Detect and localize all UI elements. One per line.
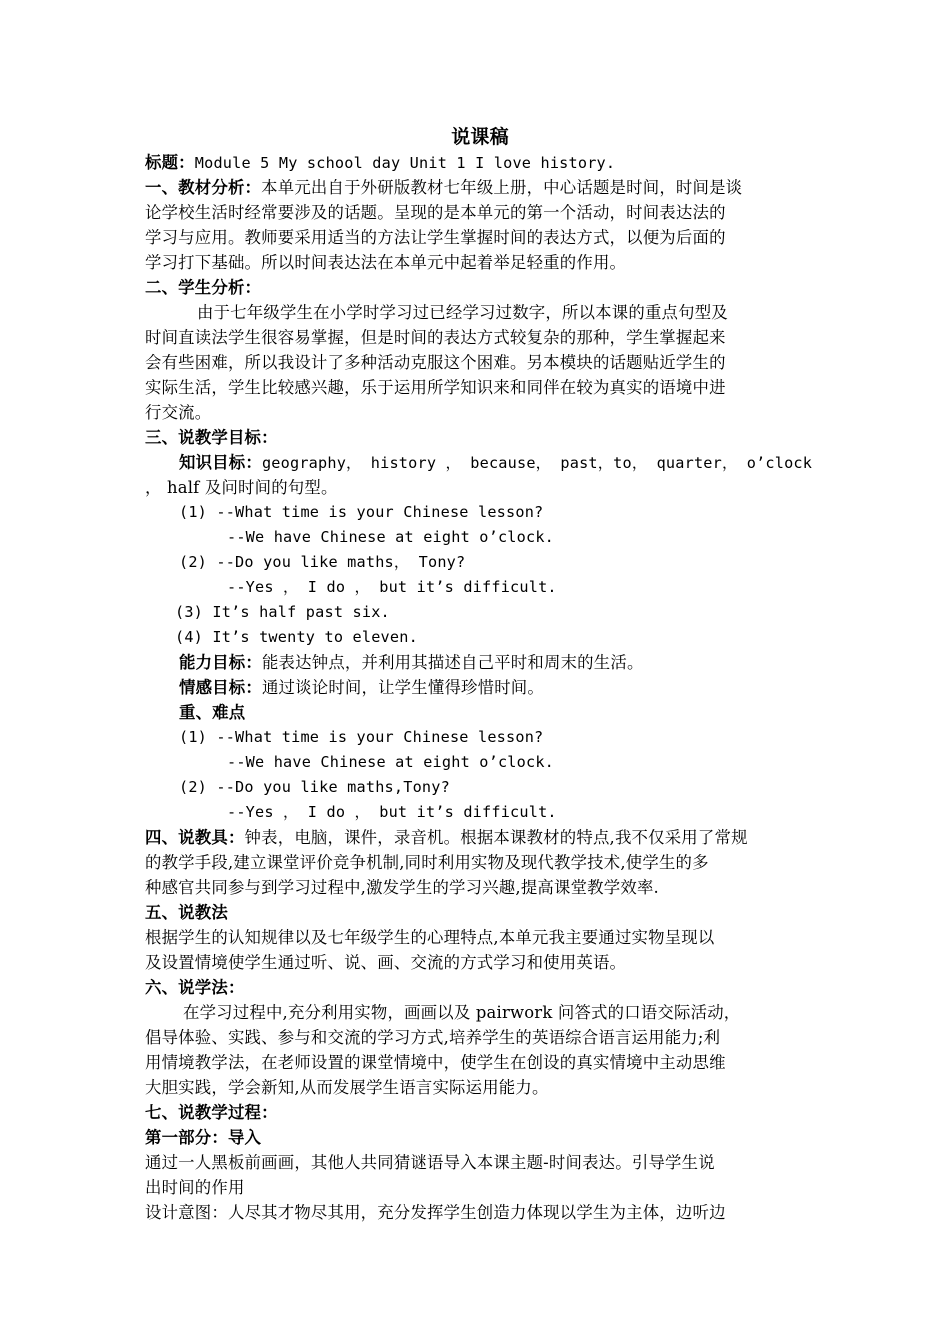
ability-goal-line	[145, 650, 815, 675]
section-2-line-3: 会有些困难，所以我设计了多种活动克服这个困难。另本模块的话题贴近学生的	[145, 353, 726, 372]
section-6-line-3: 用情境教学法，在老师设置的课堂情境中，使学生在创设的真实情境中主动思维	[145, 1053, 726, 1072]
example-1-question: (1) --What time is your Chinese lesson?	[179, 503, 544, 521]
section-2-line-5: 行交流。	[145, 403, 212, 422]
section-1-line-3: 学习与应用。教师要采用适当的方法让学生掌握时间的表达方式，以便为后面的	[145, 228, 726, 247]
section-6-line-4: 大胆实践，学会新知,从而发展学生语言实际运用能力。	[145, 1078, 549, 1097]
section-6-line-1: 在学习过程中,充分利用实物，画画以及 pairwork 问答式的口语交际活动，	[183, 1003, 741, 1022]
section-6-heading: 六、说学法：	[145, 978, 245, 997]
subject-label: 标题：	[145, 153, 195, 172]
subject-line	[145, 150, 815, 175]
emotion-goal-text: 通过谈论时间，让学生懂得珍惜时间。	[261, 678, 544, 697]
section-4-line-1	[145, 825, 815, 850]
subject-text: Module 5 My school day Unit 1 I love history.	[194, 154, 616, 172]
part-1-line-1: 通过一人黑板前画画，其他人共同猜谜语导入本课主题-时间表达。引导学生说	[145, 1153, 715, 1172]
knowledge-goal-label: 知识目标：	[179, 453, 262, 472]
section-6-line-2: 倡导体验、实践、参与和交流的学习方式,培养学生的英语综合语言运用能力;利	[145, 1028, 721, 1047]
ability-goal-text: 能表达钟点，并利用其描述自己平时和周末的生活。	[261, 653, 644, 672]
example-1-answer: --We have Chinese at eight o’clock.	[227, 528, 555, 546]
key-points-heading: 重、难点	[179, 703, 246, 722]
key-point-2-question: (2) --Do you like maths,Tony?	[179, 778, 450, 796]
key-point-2-answer: --Yes ， I do ， but it’s difficult.	[227, 803, 557, 821]
section-4-text: 钟表，电脑，课件，录音机。根据本课教材的特点,我不仅采用了常规	[244, 828, 748, 847]
knowledge-goal-line-2: ， half 及问时间的句型。	[145, 478, 338, 497]
part-1-heading: 第一部分：导入	[145, 1128, 262, 1147]
section-1-heading: 一、教材分析：	[145, 178, 262, 197]
part-1-line-3: 设计意图：人尽其才物尽其用，充分发挥学生创造力体现以学生为主体，边听边	[145, 1203, 726, 1222]
section-1-line-2: 论学校生活时经常要涉及的话题。呈现的是本单元的第一个活动，时间表达法的	[145, 203, 726, 222]
section-4-line-2: 的教学手段,建立课堂评价竞争机制,同时利用实物及现代教学技术,使学生的多	[145, 853, 709, 872]
example-3: (3) It’s half past six.	[175, 603, 390, 621]
example-4: (4) It’s twenty to eleven.	[175, 628, 418, 646]
section-1-line-4: 学习打下基础。所以时间表达法在本单元中起着举足轻重的作用。	[145, 253, 627, 272]
section-7-heading: 七、说教学过程：	[145, 1103, 278, 1122]
emotion-goal-line	[145, 675, 815, 700]
key-point-1-answer: --We have Chinese at eight o’clock.	[227, 753, 555, 771]
key-point-1-question: (1) --What time is your Chinese lesson?	[179, 728, 544, 746]
document-page	[145, 120, 815, 1225]
section-5-line-1: 根据学生的认知规律以及七年级学生的心理特点,本单元我主要通过实物呈现以	[145, 928, 715, 947]
section-4-line-3: 种感官共同参与到学习过程中,激发学生的学习兴趣,提高课堂教学效率.	[145, 878, 659, 897]
section-5-line-2: 及设置情境使学生通过听、说、画、交流的方式学习和使用英语。	[145, 953, 627, 972]
part-1-line-2: 出时间的作用	[145, 1178, 245, 1197]
section-1-text: 本单元出自于外研版教材七年级上册，中心话题是时间，时间是谈	[261, 178, 743, 197]
knowledge-goal-text: geography， history ， because， past，to， quarter， o’clock	[261, 454, 813, 472]
section-1-line-1	[145, 175, 815, 200]
section-5-heading: 五、说教法	[145, 903, 228, 922]
document-title: 说课稿	[451, 126, 509, 148]
knowledge-goal-line	[145, 450, 815, 475]
section-2-line-1: 由于七年级学生在小学时学习过已经学习过数字，所以本课的重点句型及	[197, 303, 728, 322]
section-4-heading: 四、说教具：	[145, 828, 245, 847]
section-2-line-2: 时间直读法学生很容易掌握，但是时间的表达方式较复杂的那种，学生掌握起来	[145, 328, 726, 347]
example-2-question: (2) --Do you like maths， Tony?	[179, 553, 466, 571]
ability-goal-label: 能力目标：	[179, 653, 262, 672]
section-2-heading: 二、学生分析：	[145, 278, 262, 297]
example-2-answer: --Yes ， I do ， but it’s difficult.	[227, 578, 557, 596]
section-3-heading: 三、说教学目标：	[145, 428, 278, 447]
emotion-goal-label: 情感目标：	[179, 678, 262, 697]
section-2-line-4: 实际生活，学生比较感兴趣，乐于运用所学知识来和同伴在较为真实的语境中进	[145, 378, 726, 397]
